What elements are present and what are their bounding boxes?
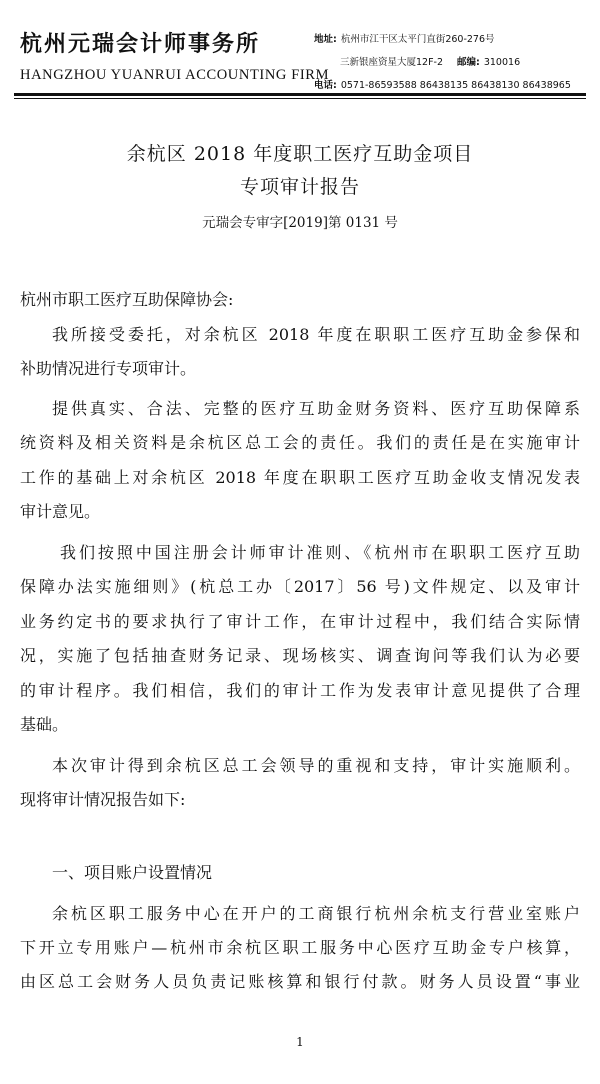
page-number: 1 [296,1035,304,1049]
document-number: 元瑞会专审字[2019]第 0131 号 [202,215,398,231]
paragraph-5-line: 余杭区职工服务中心在开户的工商银行杭州余杭支行营业室账户 [52,904,580,923]
postcode: 310016 [483,57,521,68]
report-title-line1: 余杭区 2018 年度职工医疗互助金项目 [126,143,474,165]
phone-label: 电话: [314,80,337,91]
paragraph-3-line: 的审计程序。我们相信，我们的审计工作为发表审计意见提供了合理 [20,681,580,700]
address-postcode-row [314,51,571,74]
paragraph-4-line: 现将审计情况报告如下: [20,790,186,809]
report-title-line2: 专项审计报告 [239,176,360,198]
firm-name-en: HANGZHOU YUANRUI ACCOUNTING FIRM [20,67,330,83]
section-1-heading: 一、项目账户设置情况 [52,863,213,882]
paragraph-5-line: 下开立专用账户—杭州市余杭区职工服务中心医疗互助金专户核算， [20,938,580,957]
paragraph-5-line: 由区总工会财务人员负责记账核算和银行付款。财务人员设置“事业 [20,972,580,991]
paragraph-1-line: 我所接受委托，对余杭区 2018 年度在职职工医疗互助金参保和 [52,325,580,344]
paragraph-2-line: 提供真实、合法、完整的医疗互助金财务资料、医疗互助保障系 [52,399,580,418]
contact-block [314,28,571,97]
paragraph-3-line: 业务约定书的要求执行了审计工作，在审计过程中，我们结合实际情 [20,612,580,631]
paragraph-2-line: 统资料及相关资料是余杭区总工会的责任。我们的责任是在实施审计 [20,433,580,452]
firm-name-cn: 杭州元瑞会计师事务所 [20,32,261,57]
postcode-label: 邮编: [457,57,480,68]
letterhead [0,0,600,100]
paragraph-3-line: 我们按照中国注册会计师审计准则、《杭州市在职职工医疗互助 [60,543,580,562]
paragraph-3-line: 保障办法实施细则》(杭总工办〔2017〕56 号)文件规定、以及审计 [20,577,580,596]
address-line1: 杭州市江干区太平门直街260-276号 [340,34,495,45]
paragraph-4-line: 本次审计得到余杭区总工会领导的重视和支持，审计实施顺利。 [52,756,580,775]
address-label: 地址: [314,34,337,45]
letterhead-rule-thick [14,93,586,96]
paragraph-3-line: 基础。 [20,715,69,734]
paragraph-2-line: 工作的基础上对余杭区 2018 年度在职职工医疗互助金收支情况发表 [20,468,580,487]
address-row [314,28,571,51]
phone-numbers: 0571-86593588 86438135 86438130 86438965 [340,80,571,91]
paragraph-3-line: 况，实施了包括抽查财务记录、现场核实、调查询问等我们认为必要 [20,646,580,665]
letterhead-rule-thin [14,98,586,99]
paragraph-1-line: 补助情况进行专项审计。 [20,359,197,378]
addressee: 杭州市职工医疗互助保障协会: [20,290,234,309]
address-line2: 三新银座资星大厦12F-2 [340,57,444,68]
paragraph-2-line: 审计意见。 [20,502,101,521]
